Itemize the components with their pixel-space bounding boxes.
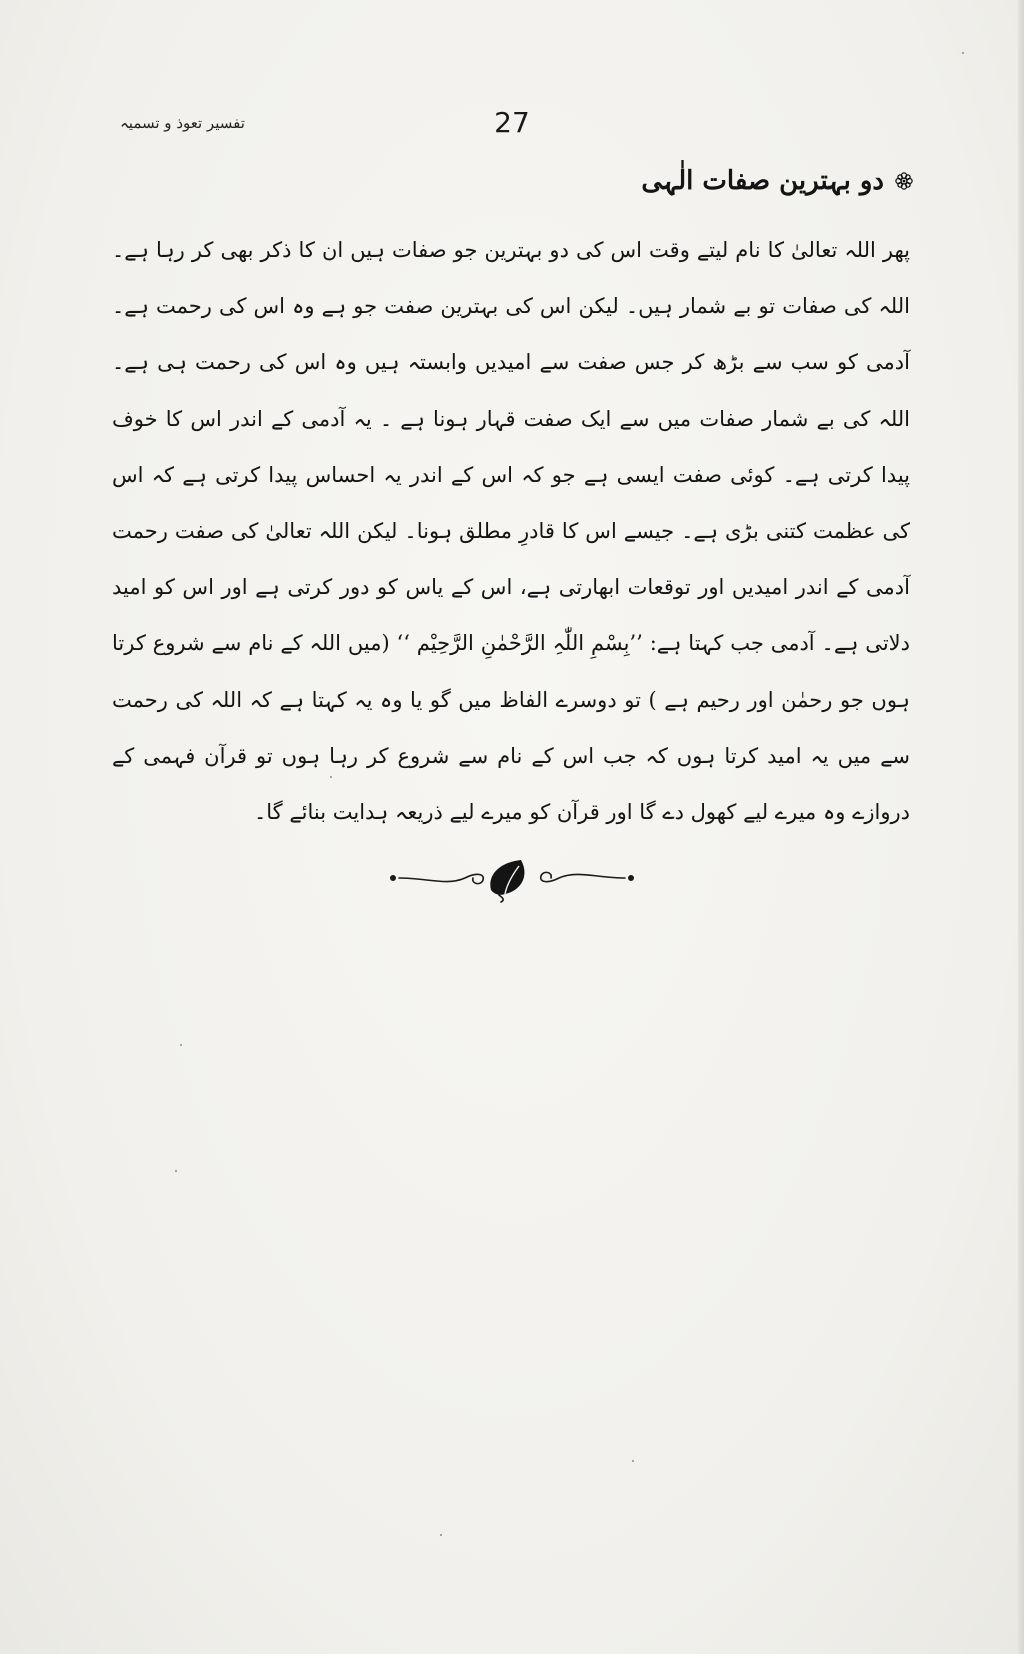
section-heading bbox=[641, 166, 914, 196]
leaf-flourish-ornament-icon bbox=[387, 856, 637, 904]
body-paragraph: پھر اللہ تعالیٰ کا نام لیتے وقت اس کی دو بہترین جو صفات ہیں ان کا ذکر بھی کر رہا ہے۔ اللہ کی صفات تو بے شمار ہیں۔ لیکن اس کی بہترین صفت جو ہے وہ اس کی رحمت ہے۔ آدمی کو سب سے بڑھ کر جس صفت سے امیدیں وابستہ ہیں وہ اس کی رحمت ہی ہے۔ اللہ کی بے شمار صفات میں سے ایک صفت قہار ہونا ہے ۔ یہ آدمی کے اندر اس کا خوف پیدا کرتی ہے۔ کوئی صفت ایسی ہے جو کہ اس کے اندر یہ احساس پیدا کرتی ہے کہ اس کی عظمت کتنی بڑی ہے۔ جیسے اس کا قادرِ مطلق ہونا۔ لیکن اللہ تعالیٰ کی صفت رحمت آدمی کے اندر امیدیں اور توقعات ابھارتی ہے، اس کے یاس کو دور کرتی ہے اور اس کو امید دلاتی ہے۔ آدمی جب کہتا ہے: ’’بِسْمِ اللّٰہِ الرَّحْمٰنِ الرَّحِیْم ‘‘ (میں اللہ کے نام سے شروع کرتا ہوں جو رحمٰن اور رحیم ہے ) تو دوسرے الفاظ میں گو یا وہ یہ کہتا ہے کہ اللہ کی رحمت سے میں یہ امید کرتا ہوں کہ جب اس کے نام سے شروع کر رہا ہوں تو قرآن فہمی کے دروازے وہ میرے لیے کھول دے گا اور قرآن کو میرے لیے ذریعہ ہدایت بنائے گا۔ bbox=[112, 238, 910, 825]
flower-ornament-icon bbox=[894, 171, 914, 191]
paper-speck bbox=[962, 52, 964, 54]
running-header: تفسیر تعوذ و تسمیہ bbox=[120, 114, 245, 132]
paper-speck bbox=[440, 1534, 442, 1536]
paper-speck bbox=[180, 1044, 182, 1046]
paper-speck bbox=[175, 1170, 177, 1172]
page-number: 27 bbox=[494, 106, 530, 139]
paper-speck bbox=[330, 776, 332, 778]
paper-speck bbox=[632, 1460, 634, 1462]
section-heading-text: دو بہترین صفات الٰہی bbox=[641, 166, 884, 196]
section-end-ornament bbox=[0, 856, 1024, 904]
page-edge-shadow bbox=[1018, 0, 1024, 1654]
